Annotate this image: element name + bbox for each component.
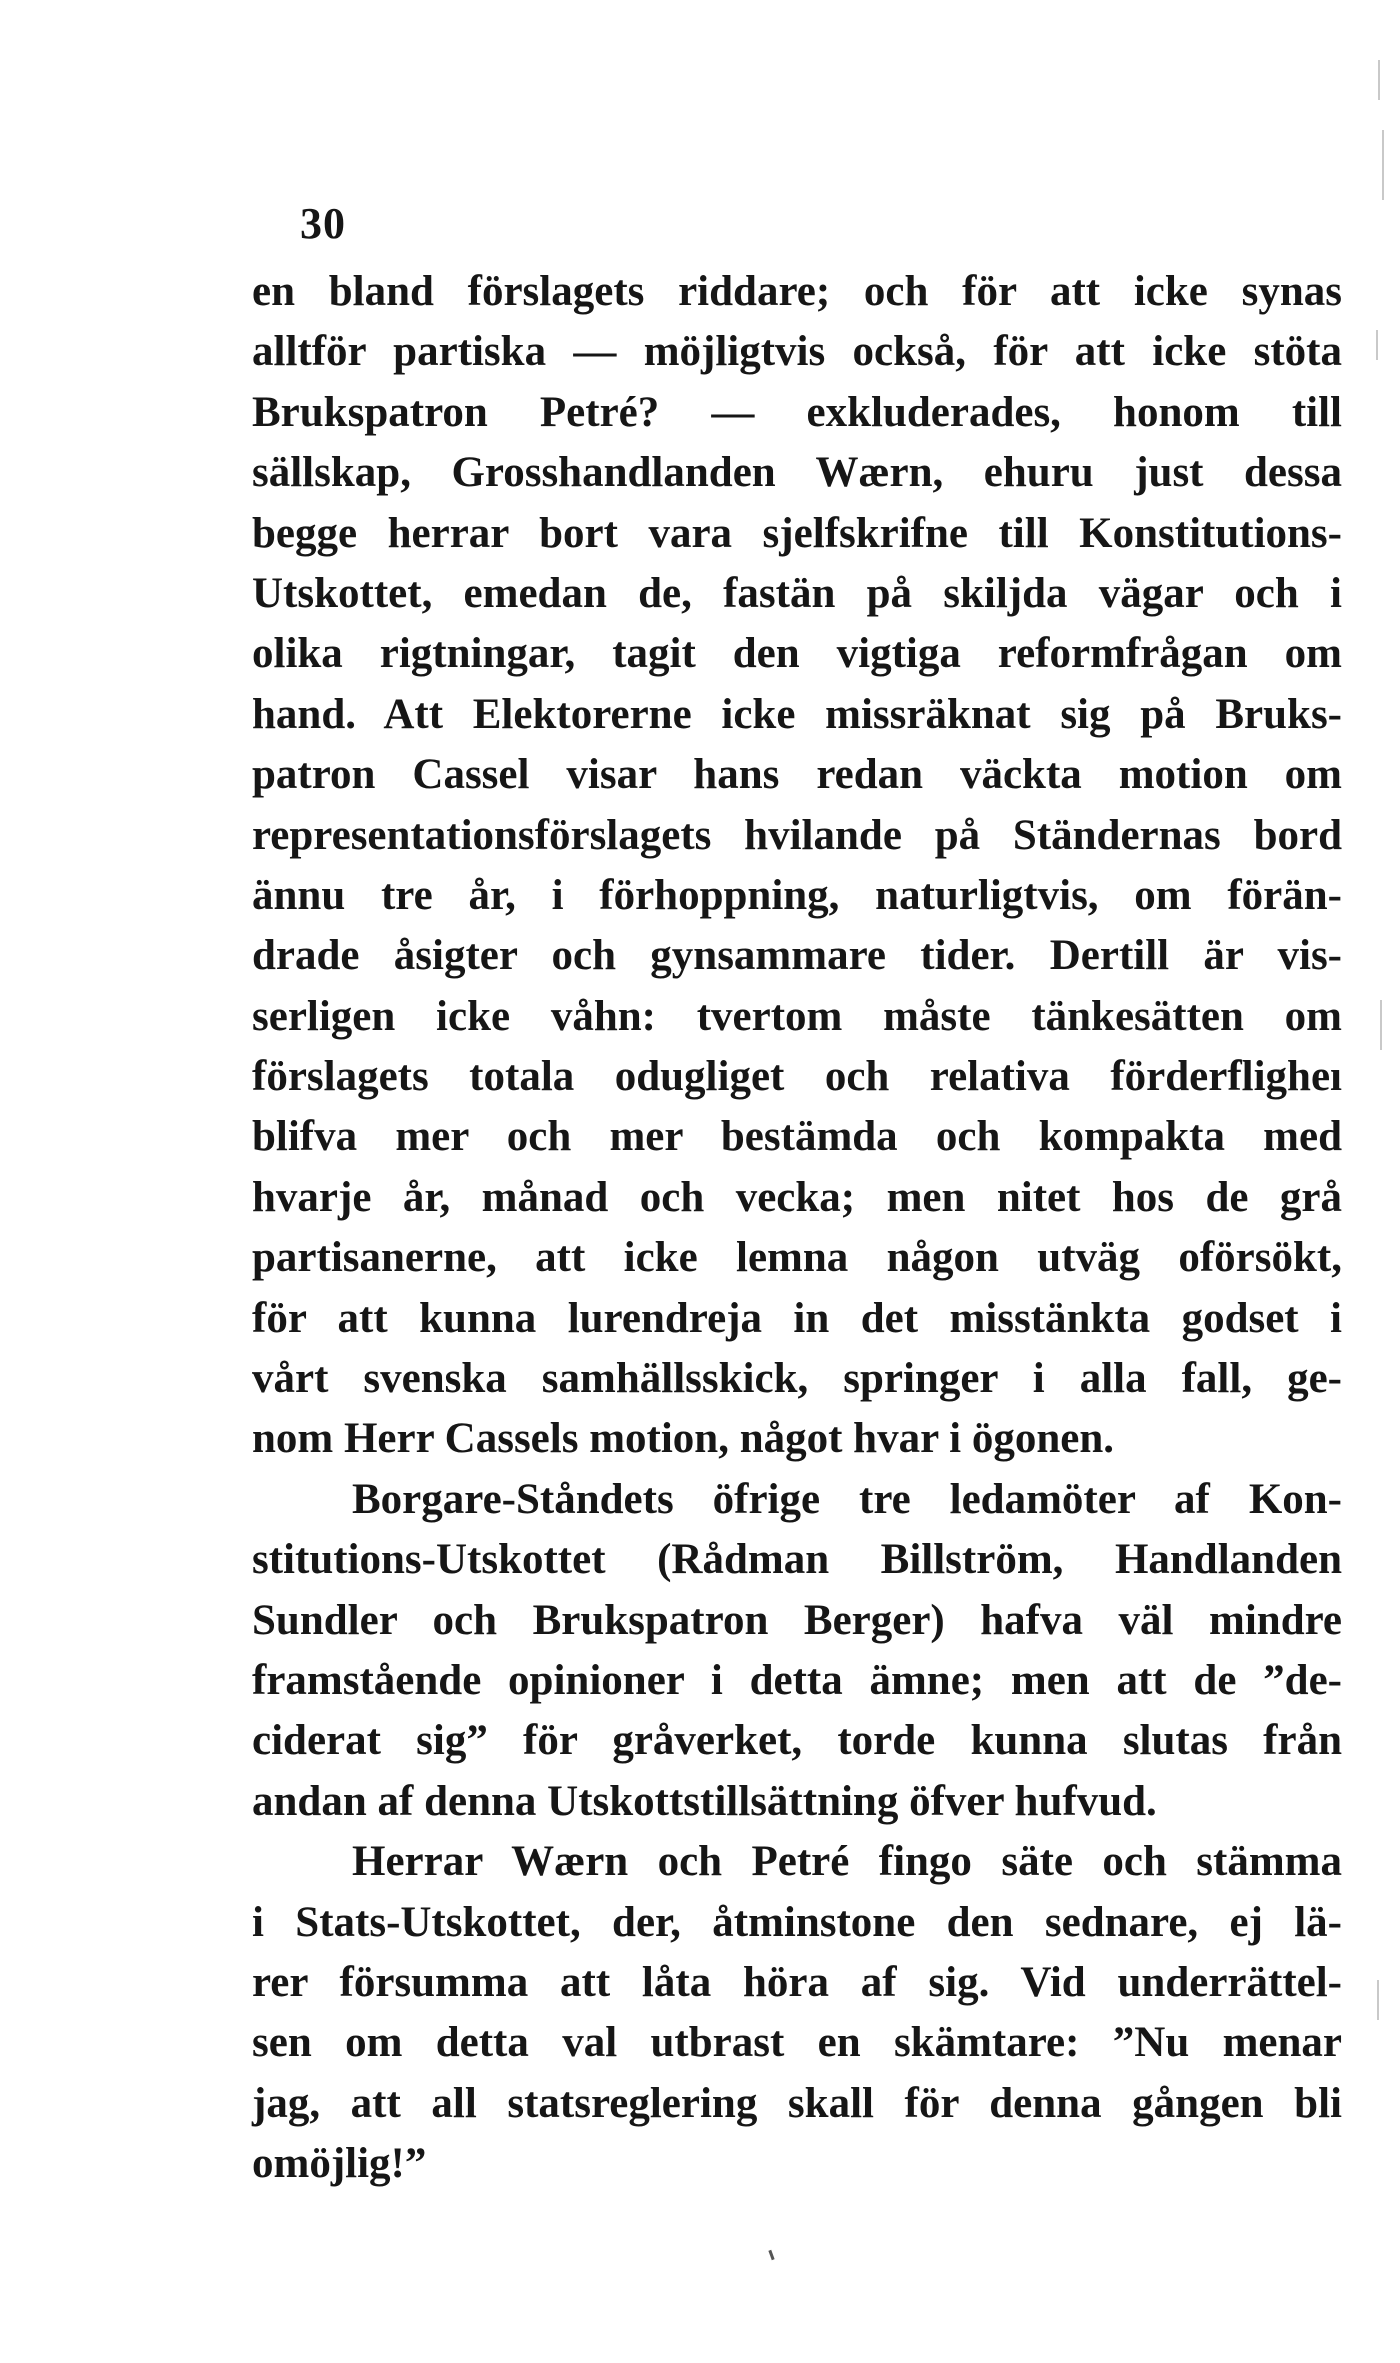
text-line: framstående opinioner i detta ämne; men att de ”de- [252, 1656, 1342, 1704]
text-line: för att kunna lurendreja in det misstänkta godset i [252, 1294, 1342, 1342]
text-line: olika rigtningar, tagit den vigtiga reformfrågan om [252, 630, 1342, 678]
text-line: nom Herr Cassels motion, något hvar i ögonen. [252, 1415, 1115, 1463]
text-line: Utskottet, emedan de, fastän på skiljda vägar och i [252, 569, 1342, 617]
text-line: Herrar Wærn och Petré fingo säte och stämma [352, 1838, 1342, 1886]
text-line: andan af denna Utskottstillsättning öfver hufvud. [252, 1777, 1157, 1825]
text-line: Borgare-Ståndets öfrige tre ledamöter af Kon- [352, 1475, 1342, 1523]
text-line: jag, att all statsreglering skall för denna gången bli [252, 2079, 1342, 2127]
text-line: patron Cassel visar hans redan väckta motion om [252, 751, 1342, 799]
text-line: hvarje år, månad och vecka; men nitet hos de grå [252, 1173, 1342, 1221]
paragraph [252, 1832, 1342, 2194]
print-speck [768, 2250, 774, 2260]
text-line: Sundler och Brukspatron Berger) hafva väl mindre [252, 1596, 1342, 1644]
text-line: hand. Att Elektorerne icke missräknat sig på Bruks- [252, 690, 1342, 738]
text-line: sällskap, Grosshandlanden Wærn, ehuru just dessa [252, 449, 1342, 497]
text-line: representationsförslagets hvilande på Ständernas bord [252, 811, 1342, 859]
text-line: blifva mer och mer bestämda och kompakta med [252, 1113, 1342, 1161]
text-line: stitutions-Utskottet (Rådman Billström, Handlanden [252, 1536, 1342, 1584]
page-edge-mark [1382, 130, 1384, 200]
page-edge-mark [1378, 60, 1380, 100]
text-line: Brukspatron Petré? — exkluderades, honom till [252, 388, 1342, 436]
page-edge-mark [1380, 1000, 1382, 1050]
paragraph [252, 1470, 1342, 1832]
text-line: rer försumma att låta höra af sig. Vid underrättel- [252, 1958, 1342, 2006]
text-line: förslagets totala odugliget och relativa förderfligheı [252, 1053, 1342, 1101]
text-line: vårt svenska samhällsskick, springer i alla fall, ge- [252, 1355, 1342, 1403]
text-line: begge herrar bort vara sjelfskrifne till Konstitutions- [252, 509, 1342, 557]
page-edge-mark [1376, 330, 1378, 360]
text-line: drade åsigter och gynsammare tider. Dertill är vis- [252, 932, 1342, 980]
paragraph [252, 262, 1342, 1470]
text-line: serligen icke våhn: tvertom måste tänkesätten om [252, 992, 1342, 1040]
text-line: omöjlig!” [252, 2140, 427, 2188]
body-text [252, 262, 1342, 2195]
text-line: sen om detta val utbrast en skämtare: ”Nu menar [252, 2019, 1342, 2067]
text-line: en bland förslagets riddare; och för att icke synas [252, 268, 1342, 315]
text-line: partisanerne, att icke lemna någon utväg oförsökt, [252, 1234, 1342, 1282]
text-line: i Stats-Utskottet, der, åtminstone den sednare, ej lä- [252, 1898, 1342, 1946]
page-edge-mark [1377, 1980, 1379, 2020]
text-line: ciderat sig” för gråverket, torde kunna slutas från [252, 1717, 1342, 1765]
text-line: alltför partiska — möjligtvis också, för att icke stöta [252, 328, 1342, 376]
page-number: 30 [300, 199, 346, 248]
text-line: ännu tre år, i förhoppning, naturligtvis, om förän- [252, 871, 1342, 919]
